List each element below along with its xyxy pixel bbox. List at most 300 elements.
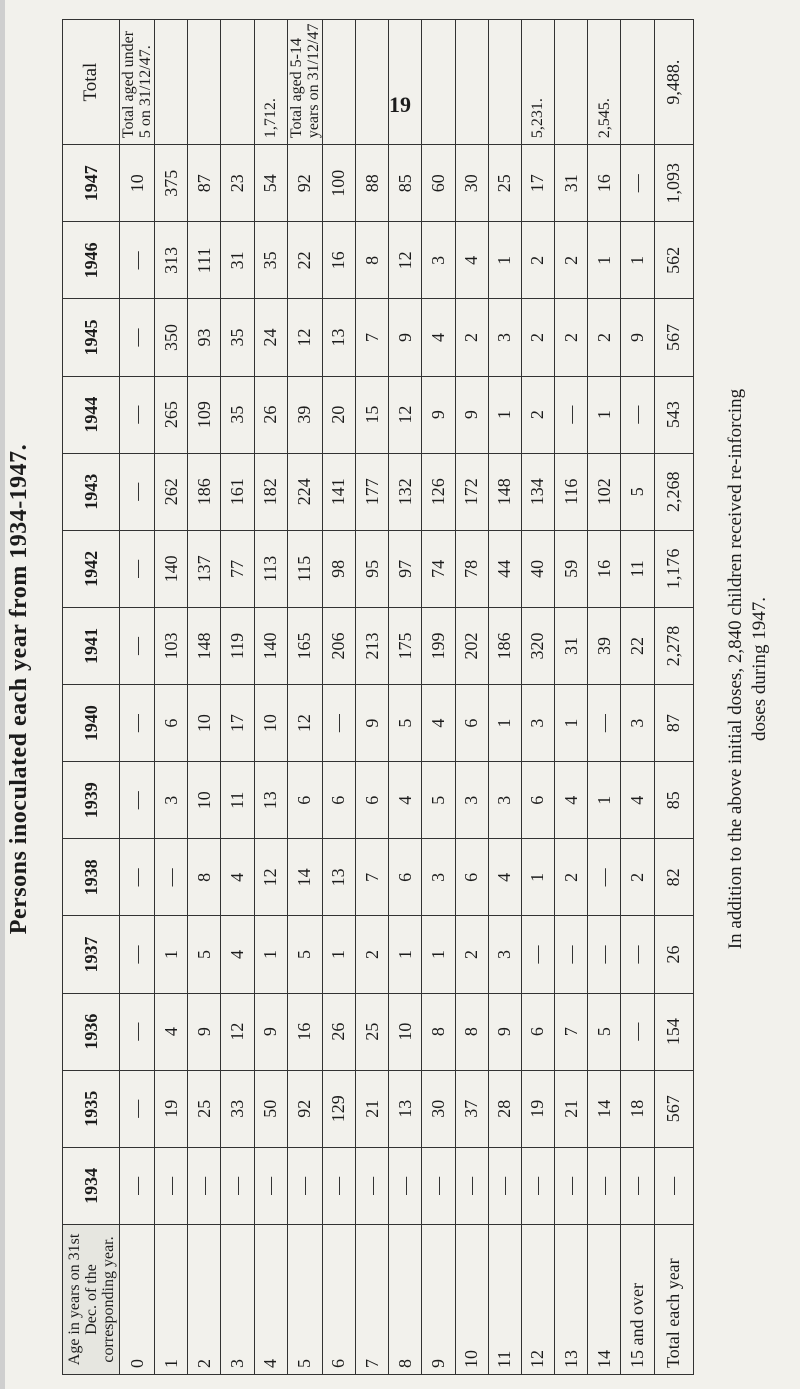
year-header: 1935 xyxy=(63,1070,120,1147)
value-cell: 148 xyxy=(188,607,221,684)
age-header: Age in years on 31st Dec. of the corresponding year. xyxy=(63,1224,120,1374)
value-cell: — xyxy=(555,916,588,993)
year-header: 1934 xyxy=(63,1147,120,1224)
year-header: 1936 xyxy=(63,993,120,1070)
value-cell: 8 xyxy=(355,222,388,299)
value-cell: 3 xyxy=(455,762,488,839)
value-cell: 113 xyxy=(254,530,287,607)
value-cell: 14 xyxy=(588,1070,621,1147)
age-cell: 0 xyxy=(120,1224,155,1374)
value-cell: 1 xyxy=(521,839,554,916)
value-cell: 44 xyxy=(488,530,521,607)
value-cell: 59 xyxy=(555,530,588,607)
value-cell: 16 xyxy=(588,530,621,607)
value-cell: 126 xyxy=(422,453,455,530)
value-cell: — xyxy=(120,839,155,916)
table-row xyxy=(221,20,254,1375)
page-edge-shadow xyxy=(0,0,5,1389)
value-cell: — xyxy=(155,1147,188,1224)
age-cell: 1 xyxy=(155,1224,188,1374)
value-cell: 12 xyxy=(254,839,287,916)
value-cell: 21 xyxy=(555,1070,588,1147)
total-cell xyxy=(455,20,488,145)
total-each-year-label: Total each year xyxy=(654,1224,693,1374)
value-cell: 10 xyxy=(120,145,155,222)
total-cell xyxy=(555,20,588,145)
value-cell: 7 xyxy=(355,299,388,376)
value-cell: 5 xyxy=(422,762,455,839)
total-header: Total xyxy=(63,20,120,145)
value-cell: — xyxy=(588,1147,621,1224)
value-cell: — xyxy=(120,762,155,839)
value-cell: 186 xyxy=(188,453,221,530)
age-cell: 10 xyxy=(455,1224,488,1374)
value-cell: 8 xyxy=(188,839,221,916)
value-cell: — xyxy=(120,376,155,453)
value-cell: 116 xyxy=(555,453,588,530)
value-cell: 20 xyxy=(322,376,355,453)
year-total-cell: 567 xyxy=(654,1070,693,1147)
value-cell: 1 xyxy=(588,762,621,839)
value-cell: 199 xyxy=(422,607,455,684)
value-cell: 28 xyxy=(488,1070,521,1147)
value-cell: 186 xyxy=(488,607,521,684)
value-cell: 18 xyxy=(621,1070,654,1147)
value-cell: 103 xyxy=(155,607,188,684)
year-header: 1944 xyxy=(63,376,120,453)
value-cell: 8 xyxy=(455,993,488,1070)
value-cell: 1 xyxy=(488,376,521,453)
age-cell: 13 xyxy=(555,1224,588,1374)
value-cell: 4 xyxy=(389,762,422,839)
footnote-line-1: In addition to the above initial doses, 2,840 children received re-inforcing xyxy=(725,388,746,950)
year-header: 1940 xyxy=(63,685,120,762)
value-cell: 265 xyxy=(155,376,188,453)
value-cell: 26 xyxy=(322,993,355,1070)
value-cell: 3 xyxy=(488,916,521,993)
value-cell: — xyxy=(621,916,654,993)
value-cell: 92 xyxy=(287,1070,322,1147)
value-cell: — xyxy=(422,1147,455,1224)
year-total-cell: 85 xyxy=(654,762,693,839)
value-cell: 13 xyxy=(389,1070,422,1147)
value-cell: 95 xyxy=(355,530,388,607)
value-cell: — xyxy=(120,530,155,607)
value-cell: 165 xyxy=(287,607,322,684)
value-cell: 30 xyxy=(455,145,488,222)
value-cell: 2 xyxy=(455,299,488,376)
value-cell: 1 xyxy=(588,222,621,299)
value-cell: — xyxy=(287,1147,322,1224)
value-cell: 102 xyxy=(588,453,621,530)
value-cell: 35 xyxy=(221,299,254,376)
value-cell: — xyxy=(355,1147,388,1224)
value-cell: 4 xyxy=(455,222,488,299)
value-cell: 16 xyxy=(287,993,322,1070)
value-cell: 4 xyxy=(155,993,188,1070)
value-cell: 25 xyxy=(188,1070,221,1147)
value-cell: — xyxy=(120,453,155,530)
total-cell: 1,712. xyxy=(254,20,287,145)
value-cell: 3 xyxy=(422,839,455,916)
table-row xyxy=(488,20,521,1375)
value-cell: 50 xyxy=(254,1070,287,1147)
value-cell: 224 xyxy=(287,453,322,530)
value-cell: 3 xyxy=(488,299,521,376)
value-cell: 11 xyxy=(621,530,654,607)
value-cell: 6 xyxy=(521,993,554,1070)
value-cell: 8 xyxy=(422,993,455,1070)
total-cell xyxy=(488,20,521,145)
year-header: 1945 xyxy=(63,299,120,376)
value-cell: 10 xyxy=(254,685,287,762)
value-cell: — xyxy=(322,685,355,762)
value-cell: 23 xyxy=(221,145,254,222)
year-header: 1938 xyxy=(63,839,120,916)
table-row xyxy=(322,20,355,1375)
value-cell: — xyxy=(188,1147,221,1224)
page-title: Persons inoculated each year from 1934-1947. xyxy=(6,443,32,935)
value-cell: 39 xyxy=(287,376,322,453)
year-total-cell: 82 xyxy=(654,839,693,916)
page-number: 19 xyxy=(389,92,411,117)
value-cell: 6 xyxy=(389,839,422,916)
value-cell: 12 xyxy=(287,685,322,762)
value-cell: — xyxy=(120,299,155,376)
value-cell: 119 xyxy=(221,607,254,684)
total-cell: 5,231. xyxy=(521,20,554,145)
value-cell: 24 xyxy=(254,299,287,376)
year-header: 1947 xyxy=(63,145,120,222)
value-cell: — xyxy=(254,1147,287,1224)
age-cell: 9 xyxy=(422,1224,455,1374)
value-cell: 9 xyxy=(422,376,455,453)
value-cell: 2 xyxy=(555,839,588,916)
value-cell: — xyxy=(555,1147,588,1224)
age-cell: 11 xyxy=(488,1224,521,1374)
value-cell: — xyxy=(621,376,654,453)
value-cell: 1 xyxy=(588,376,621,453)
value-cell: — xyxy=(555,376,588,453)
value-cell: 74 xyxy=(422,530,455,607)
value-cell: — xyxy=(588,685,621,762)
value-cell: 109 xyxy=(188,376,221,453)
total-cell xyxy=(322,20,355,145)
year-header: 1942 xyxy=(63,530,120,607)
value-cell: — xyxy=(621,993,654,1070)
year-total-cell: 567 xyxy=(654,299,693,376)
value-cell: 1 xyxy=(488,685,521,762)
value-cell: 12 xyxy=(287,299,322,376)
value-cell: 33 xyxy=(221,1070,254,1147)
year-header: 1937 xyxy=(63,916,120,993)
year-total-cell: 154 xyxy=(654,993,693,1070)
value-cell: 5 xyxy=(389,685,422,762)
value-cell: — xyxy=(521,916,554,993)
value-cell: 31 xyxy=(555,607,588,684)
value-cell: 9 xyxy=(188,993,221,1070)
value-cell: 350 xyxy=(155,299,188,376)
year-total-cell: 562 xyxy=(654,222,693,299)
value-cell: 4 xyxy=(422,299,455,376)
year-total-cell: 1,176 xyxy=(654,530,693,607)
value-cell: 137 xyxy=(188,530,221,607)
year-total-cell: — xyxy=(654,1147,693,1224)
value-cell: 31 xyxy=(221,222,254,299)
table-row xyxy=(389,20,422,1375)
value-cell: 78 xyxy=(455,530,488,607)
age-cell: 5 xyxy=(287,1224,322,1374)
value-cell: 2 xyxy=(588,299,621,376)
value-cell: 262 xyxy=(155,453,188,530)
value-cell: 100 xyxy=(322,145,355,222)
value-cell: 6 xyxy=(287,762,322,839)
value-cell: 22 xyxy=(287,222,322,299)
value-cell: 16 xyxy=(322,222,355,299)
value-cell: 111 xyxy=(188,222,221,299)
value-cell: 37 xyxy=(455,1070,488,1147)
table-row xyxy=(188,20,221,1375)
table-row xyxy=(521,20,554,1375)
value-cell: 202 xyxy=(455,607,488,684)
value-cell: 213 xyxy=(355,607,388,684)
table-row xyxy=(455,20,488,1375)
total-cell xyxy=(355,20,388,145)
value-cell: 3 xyxy=(155,762,188,839)
value-cell: 13 xyxy=(322,299,355,376)
value-cell: 93 xyxy=(188,299,221,376)
value-cell: 13 xyxy=(254,762,287,839)
total-cell: Total aged under 5 on 31/12/47. xyxy=(120,20,155,145)
value-cell: 1 xyxy=(155,916,188,993)
value-cell: 1 xyxy=(422,916,455,993)
year-total-cell: 26 xyxy=(654,916,693,993)
value-cell: 132 xyxy=(389,453,422,530)
value-cell: — xyxy=(521,1147,554,1224)
value-cell: 2 xyxy=(455,916,488,993)
value-cell: 5 xyxy=(188,916,221,993)
age-cell: 14 xyxy=(588,1224,621,1374)
value-cell: 182 xyxy=(254,453,287,530)
value-cell: 134 xyxy=(521,453,554,530)
value-cell: 9 xyxy=(355,685,388,762)
value-cell: 5 xyxy=(621,453,654,530)
value-cell: — xyxy=(120,222,155,299)
table-body xyxy=(120,20,694,1375)
total-cell xyxy=(221,20,254,145)
table-row xyxy=(422,20,455,1375)
value-cell: — xyxy=(322,1147,355,1224)
value-cell: 4 xyxy=(221,839,254,916)
value-cell: 4 xyxy=(621,762,654,839)
value-cell: 39 xyxy=(588,607,621,684)
value-cell: — xyxy=(155,839,188,916)
value-cell: 177 xyxy=(355,453,388,530)
value-cell: 2 xyxy=(621,839,654,916)
value-cell: 88 xyxy=(355,145,388,222)
year-total-cell: 2,268 xyxy=(654,453,693,530)
total-each-year-row xyxy=(654,20,693,1375)
value-cell: 4 xyxy=(488,839,521,916)
value-cell: 3 xyxy=(621,685,654,762)
age-cell: 8 xyxy=(389,1224,422,1374)
value-cell: — xyxy=(120,1147,155,1224)
value-cell: 21 xyxy=(355,1070,388,1147)
value-cell: 1 xyxy=(322,916,355,993)
value-cell: 9 xyxy=(254,993,287,1070)
value-cell: 313 xyxy=(155,222,188,299)
value-cell: 12 xyxy=(389,222,422,299)
value-cell: — xyxy=(588,916,621,993)
value-cell: 148 xyxy=(488,453,521,530)
value-cell: 40 xyxy=(521,530,554,607)
value-cell: 35 xyxy=(221,376,254,453)
value-cell: 3 xyxy=(488,762,521,839)
value-cell: 85 xyxy=(389,145,422,222)
value-cell: 10 xyxy=(188,762,221,839)
value-cell: 115 xyxy=(287,530,322,607)
table-row xyxy=(355,20,388,1375)
value-cell: 2 xyxy=(521,299,554,376)
grand-total-cell: 9,488. xyxy=(654,20,693,145)
header-row xyxy=(63,20,120,1375)
value-cell: — xyxy=(455,1147,488,1224)
value-cell: 9 xyxy=(621,299,654,376)
value-cell: 172 xyxy=(455,453,488,530)
value-cell: 11 xyxy=(221,762,254,839)
value-cell: 7 xyxy=(555,993,588,1070)
value-cell: 6 xyxy=(455,685,488,762)
age-cell: 12 xyxy=(521,1224,554,1374)
value-cell: — xyxy=(621,1147,654,1224)
value-cell: 25 xyxy=(355,993,388,1070)
table-row xyxy=(155,20,188,1375)
year-total-cell: 2,278 xyxy=(654,607,693,684)
value-cell: 12 xyxy=(389,376,422,453)
value-cell: 15 xyxy=(355,376,388,453)
value-cell: 3 xyxy=(422,222,455,299)
total-cell xyxy=(422,20,455,145)
year-total-cell: 1,093 xyxy=(654,145,693,222)
year-header: 1941 xyxy=(63,607,120,684)
value-cell: 320 xyxy=(521,607,554,684)
value-cell: 4 xyxy=(221,916,254,993)
total-cell: 2,545. xyxy=(588,20,621,145)
value-cell: 87 xyxy=(188,145,221,222)
value-cell: 77 xyxy=(221,530,254,607)
age-cell: 6 xyxy=(322,1224,355,1374)
value-cell: 54 xyxy=(254,145,287,222)
value-cell: 6 xyxy=(355,762,388,839)
value-cell: 9 xyxy=(389,299,422,376)
value-cell: 2 xyxy=(555,299,588,376)
total-cell xyxy=(155,20,188,145)
table-row xyxy=(555,20,588,1375)
value-cell: 1 xyxy=(488,222,521,299)
value-cell: 6 xyxy=(322,762,355,839)
age-cell: 7 xyxy=(355,1224,388,1374)
value-cell: 26 xyxy=(254,376,287,453)
value-cell: 19 xyxy=(521,1070,554,1147)
value-cell: 6 xyxy=(155,685,188,762)
value-cell: 19 xyxy=(155,1070,188,1147)
value-cell: 25 xyxy=(488,145,521,222)
value-cell: — xyxy=(621,145,654,222)
value-cell: 140 xyxy=(254,607,287,684)
age-cell: 2 xyxy=(188,1224,221,1374)
table-row xyxy=(254,20,287,1375)
value-cell: 13 xyxy=(322,839,355,916)
value-cell: 1 xyxy=(254,916,287,993)
value-cell: 7 xyxy=(355,839,388,916)
age-cell: 3 xyxy=(221,1224,254,1374)
value-cell: 206 xyxy=(322,607,355,684)
year-total-cell: 543 xyxy=(654,376,693,453)
year-header: 1943 xyxy=(63,453,120,530)
value-cell: — xyxy=(389,1147,422,1224)
value-cell: 10 xyxy=(188,685,221,762)
value-cell: — xyxy=(120,1070,155,1147)
value-cell: 17 xyxy=(521,145,554,222)
total-cell xyxy=(389,20,422,145)
value-cell: — xyxy=(120,993,155,1070)
footnote-line-2: doses during 1947. xyxy=(749,596,770,742)
value-cell: 1 xyxy=(555,685,588,762)
value-cell: — xyxy=(488,1147,521,1224)
table-row xyxy=(120,20,155,1375)
value-cell: 2 xyxy=(521,376,554,453)
value-cell: 16 xyxy=(588,145,621,222)
total-cell xyxy=(621,20,654,145)
value-cell: 175 xyxy=(389,607,422,684)
table-row xyxy=(621,20,654,1375)
value-cell: 2 xyxy=(521,222,554,299)
value-cell: — xyxy=(221,1147,254,1224)
value-cell: 60 xyxy=(422,145,455,222)
value-cell: 1 xyxy=(389,916,422,993)
year-header: 1946 xyxy=(63,222,120,299)
table-row xyxy=(287,20,322,1375)
value-cell: 5 xyxy=(287,916,322,993)
value-cell: 9 xyxy=(455,376,488,453)
year-total-cell: 87 xyxy=(654,685,693,762)
year-header: 1939 xyxy=(63,762,120,839)
value-cell: 140 xyxy=(155,530,188,607)
inoculation-table xyxy=(62,19,694,1375)
value-cell: 141 xyxy=(322,453,355,530)
age-cell: 15 and over xyxy=(621,1224,654,1374)
value-cell: 31 xyxy=(555,145,588,222)
total-cell xyxy=(188,20,221,145)
value-cell: 2 xyxy=(355,916,388,993)
value-cell: 12 xyxy=(221,993,254,1070)
value-cell: — xyxy=(120,916,155,993)
age-cell: 4 xyxy=(254,1224,287,1374)
value-cell: 30 xyxy=(422,1070,455,1147)
value-cell: 98 xyxy=(322,530,355,607)
value-cell: 9 xyxy=(488,993,521,1070)
value-cell: — xyxy=(588,839,621,916)
value-cell: 10 xyxy=(389,993,422,1070)
value-cell: — xyxy=(120,607,155,684)
value-cell: 4 xyxy=(422,685,455,762)
value-cell: 22 xyxy=(621,607,654,684)
value-cell: 375 xyxy=(155,145,188,222)
value-cell: 35 xyxy=(254,222,287,299)
value-cell: 14 xyxy=(287,839,322,916)
value-cell: 5 xyxy=(588,993,621,1070)
value-cell: 6 xyxy=(521,762,554,839)
